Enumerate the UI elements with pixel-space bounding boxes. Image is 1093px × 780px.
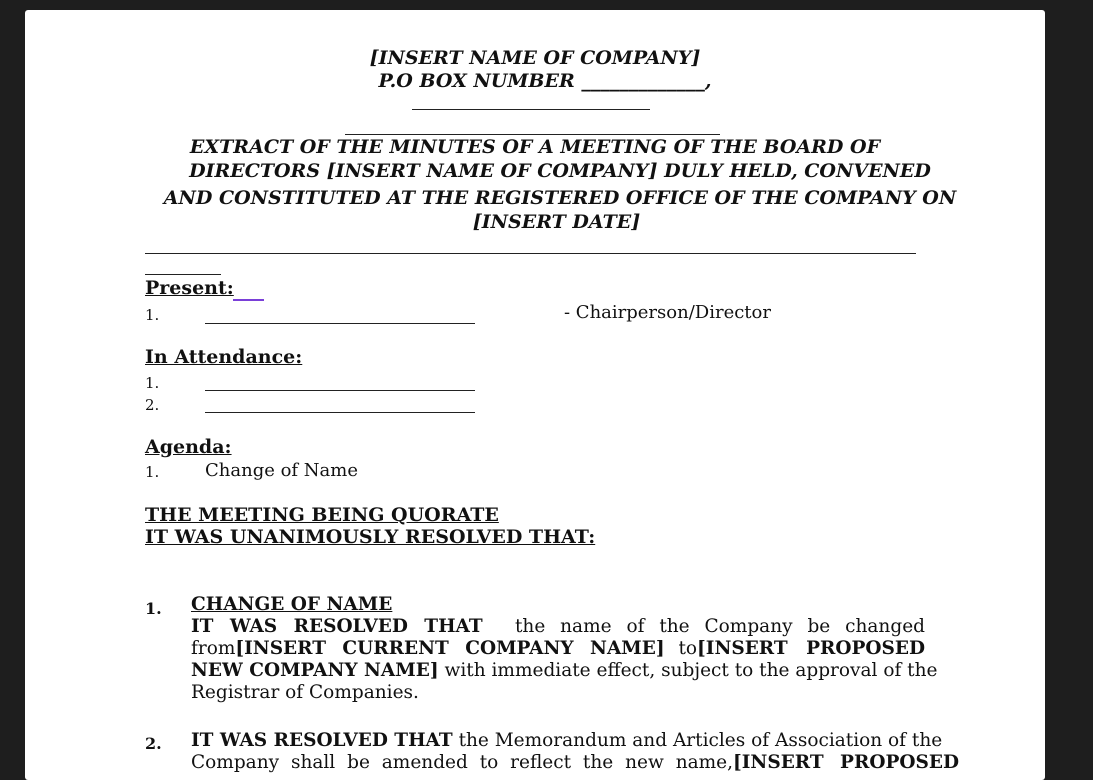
resolution-bold-phrase: [INSERT PROPOSED [733,752,959,773]
resolution-1 [191,594,938,704]
pobox-line: P.O BOX NUMBER _____________, [378,70,712,92]
agenda-item-text: Change of Name [205,460,359,481]
address-blank-line [412,109,650,110]
resolution-bold-phrase: IT WAS RESOLVED THAT [191,730,453,751]
resolution-text: from [191,638,236,659]
resolution-line [191,638,925,660]
resolution-line: Registrar of Companies. [191,682,419,703]
attendance-item-number: 1. [145,374,160,392]
resolution-bold-phrase: [INSERT PROPOSED [697,638,925,659]
present-name-blank [205,323,475,324]
document-page [25,10,1045,780]
minutes-title-line2: DIRECTORS [INSERT NAME OF COMPANY] DULY HELD, CONVENED [189,160,931,182]
quorum-statement: THE MEETING BEING QUORATE [145,504,499,526]
resolution-bold-phrase: [INSERT CURRENT COMPANY NAME] [235,638,665,659]
resolution-2 [191,730,959,774]
resolution-line [191,616,925,638]
present-heading-underline-mark [233,299,264,301]
attendance-item-number: 2. [145,396,160,414]
attendance-name-blank [205,390,475,391]
resolution-text: to [678,638,698,659]
minutes-title-line4: [INSERT DATE] [472,211,641,233]
resolution-heading: CHANGE OF NAME [191,594,393,615]
title-separator-tail [145,274,221,275]
resolution-text: the Memorandum and Articles of Association of the [458,730,943,751]
resolution-bold-phrase: IT WAS RESOLVED THAT [191,616,483,637]
resolution-number: 2. [145,734,162,753]
resolution-text: the name of the Company be changed [514,616,925,637]
attendance-name-blank [205,412,475,413]
minutes-title-line3: AND CONSTITUTED AT THE REGISTERED OFFICE OF THE COMPANY ON [163,187,957,209]
present-role: - Chairperson/Director [564,302,771,323]
resolution-line [191,730,943,752]
resolution-line [191,660,938,682]
minutes-title-line1: EXTRACT OF THE MINUTES OF A MEETING OF THE BOARD OF [189,136,881,158]
resolution-line [191,752,959,774]
company-name-heading: [INSERT NAME OF COMPANY] [369,47,701,69]
resolution-text: with immediate effect, subject to the approval of the [444,660,938,681]
resolution-bold-phrase: NEW COMPANY NAME] [191,660,439,681]
resolution-number: 1. [145,599,162,618]
resolution-intro: IT WAS UNANIMOUSLY RESOLVED THAT: [145,526,596,548]
present-item-number: 1. [145,306,160,324]
agenda-item-number: 1. [145,463,160,481]
title-separator-line [145,253,916,254]
attendance-heading: In Attendance: [145,346,303,368]
present-heading: Present: [145,277,234,299]
resolution-text: Company shall be amended to reflect the new name, [191,752,734,773]
agenda-heading: Agenda: [145,436,232,458]
